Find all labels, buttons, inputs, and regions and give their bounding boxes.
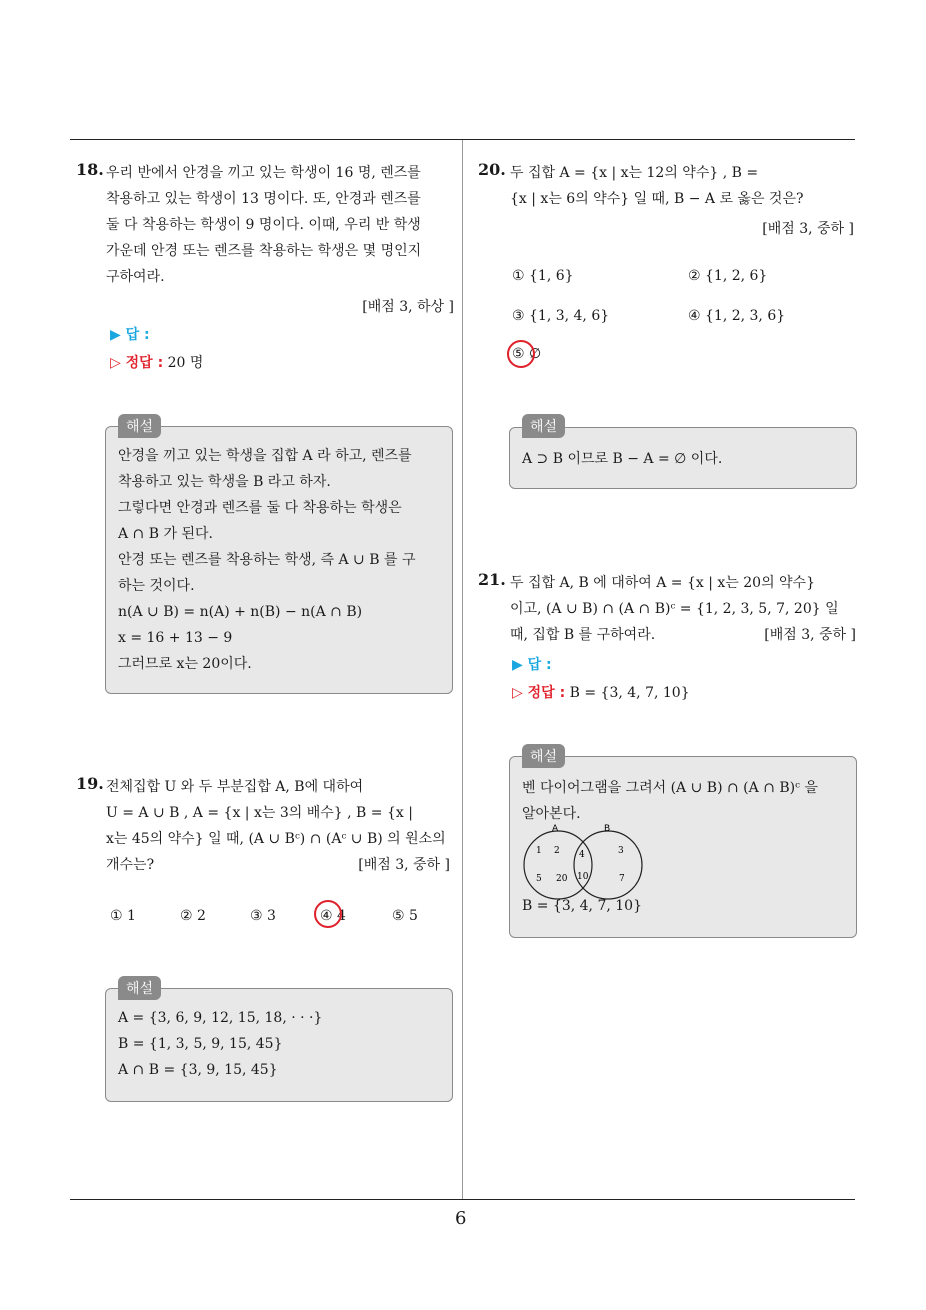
question-text: 전체집합 U 와 두 부분집합 A, B에 대하여 U = A ∪ B , A = {x | x는 3의 배수} , B = {x | x는 45의 약수} 일 때, (A ∪ Bᶜ) ∩ (Aᶜ ∪ B) 의 원소의 개수는?: [106, 779, 446, 873]
explanation-box: 안경을 끼고 있는 학생을 집합 A 라 하고, 렌즈를 착용하고 있는 학생을 B 라고 하자. 그렇다면 안경과 렌즈를 둘 다 착용하는 학생은 A ∩ B 가 된다. 안경 또는 렌즈를 착용하는 학생, 즉 A ∪ B 를 구 하는 것이다. n(A ∪ B) = n(A) + n(B) − n(A ∩ B) x = 16 + 13 − 9 그러므로 x는 20이다.: [105, 426, 453, 694]
score-label: [배점 3, 하상 ]: [362, 299, 454, 315]
question-text: 두 집합 A = {x | x는 12의 약수} , B = {x | x는 6의 약수} 일 때, B − A 로 옳은 것은?: [510, 165, 804, 207]
question-18: [76, 160, 456, 290]
correct-answer: ▷ 정답 : 20 명: [110, 355, 204, 371]
option-4[interactable]: ④ {1, 2, 3, 6}: [688, 308, 786, 324]
set-b-label: B: [604, 824, 611, 834]
set-a-label: A: [552, 824, 559, 834]
option-3[interactable]: ③ 3: [250, 908, 276, 924]
venn-element: 5: [536, 874, 542, 884]
bottom-rule: [70, 1199, 855, 1200]
selected-answer-mark: [314, 900, 342, 928]
explanation-tab: 해설: [118, 976, 161, 1000]
option-1[interactable]: ① 1: [110, 908, 136, 924]
venn-element: 4: [579, 850, 585, 860]
option-1[interactable]: ① {1, 6}: [512, 268, 574, 284]
explanation-box: 벤 다이어그램을 그려서 (A ∪ B) ∩ (A ∩ B)ᶜ 을 알아본다. A B 1 2 5 20 4 10 3 7 B = {3, 4, 7, 10}: [509, 756, 857, 938]
set-a-circle: [524, 831, 592, 899]
question-text: 두 집합 A, B 에 대하여 A = {x | x는 20의 약수} 이고, (A ∪ B) ∩ (A ∩ B)ᶜ = {1, 2, 3, 5, 7, 20} 일 때, 집합 B 를 구하여라.: [510, 575, 839, 643]
venn-element: 7: [619, 874, 625, 884]
explanation-tab: 해설: [522, 744, 565, 768]
question-number: 18.: [76, 160, 104, 179]
page-number: 6: [455, 1208, 467, 1229]
set-b-circle: [574, 831, 642, 899]
venn-element: 20: [556, 874, 568, 884]
answer-label: ▶ 답 :: [110, 327, 150, 343]
score-label: [배점 3, 중하 ]: [358, 857, 450, 873]
venn-element: 3: [618, 846, 624, 856]
question-number: 20.: [478, 160, 506, 179]
score-label: [배점 3, 중하 ]: [762, 221, 854, 237]
venn-element: 10: [577, 872, 589, 882]
question-text: 우리 반에서 안경을 끼고 있는 학생이 16 명, 렌즈를 착용하고 있는 학생이 13 명이다. 또, 안경과 렌즈를 둘 다 착용하는 학생이 9 명이다. 이때, 우리 반 학생 가운데 안경 또는 렌즈를 착용하는 학생은 몇 명인지 구하여라.: [106, 165, 422, 285]
venn-element: 2: [554, 846, 560, 856]
explanation-tab: 해설: [522, 414, 565, 438]
column-divider: [462, 140, 463, 1200]
question-number: 21.: [478, 570, 506, 589]
option-5[interactable]: ⑤ ∅: [512, 346, 542, 362]
answer-label: ▶ 답 :: [512, 657, 552, 673]
venn-diagram: [520, 823, 660, 903]
option-2[interactable]: ② 2: [180, 908, 206, 924]
explanation-result: B = {3, 4, 7, 10}: [522, 898, 642, 914]
question-20: [478, 160, 860, 212]
explanation-box: A = {3, 6, 9, 12, 15, 18, · · ·} B = {1, 3, 5, 9, 15, 45} A ∩ B = {3, 9, 15, 45}: [105, 988, 453, 1102]
venn-element: 1: [536, 846, 542, 856]
option-3[interactable]: ③ {1, 3, 4, 6}: [512, 308, 610, 324]
option-5[interactable]: ⑤ 5: [392, 908, 418, 924]
question-number: 19.: [76, 774, 104, 793]
score-label: [배점 3, 중하 ]: [764, 627, 856, 643]
explanation-tab: 해설: [118, 414, 161, 438]
option-2[interactable]: ② {1, 2, 6}: [688, 268, 768, 284]
explanation-box: A ⊃ B 이므로 B − A = ∅ 이다.: [509, 427, 857, 489]
correct-answer: ▷ 정답 : B = {3, 4, 7, 10}: [512, 685, 690, 701]
selected-answer-mark: [507, 340, 535, 368]
option-4[interactable]: ④ 4: [320, 908, 346, 924]
